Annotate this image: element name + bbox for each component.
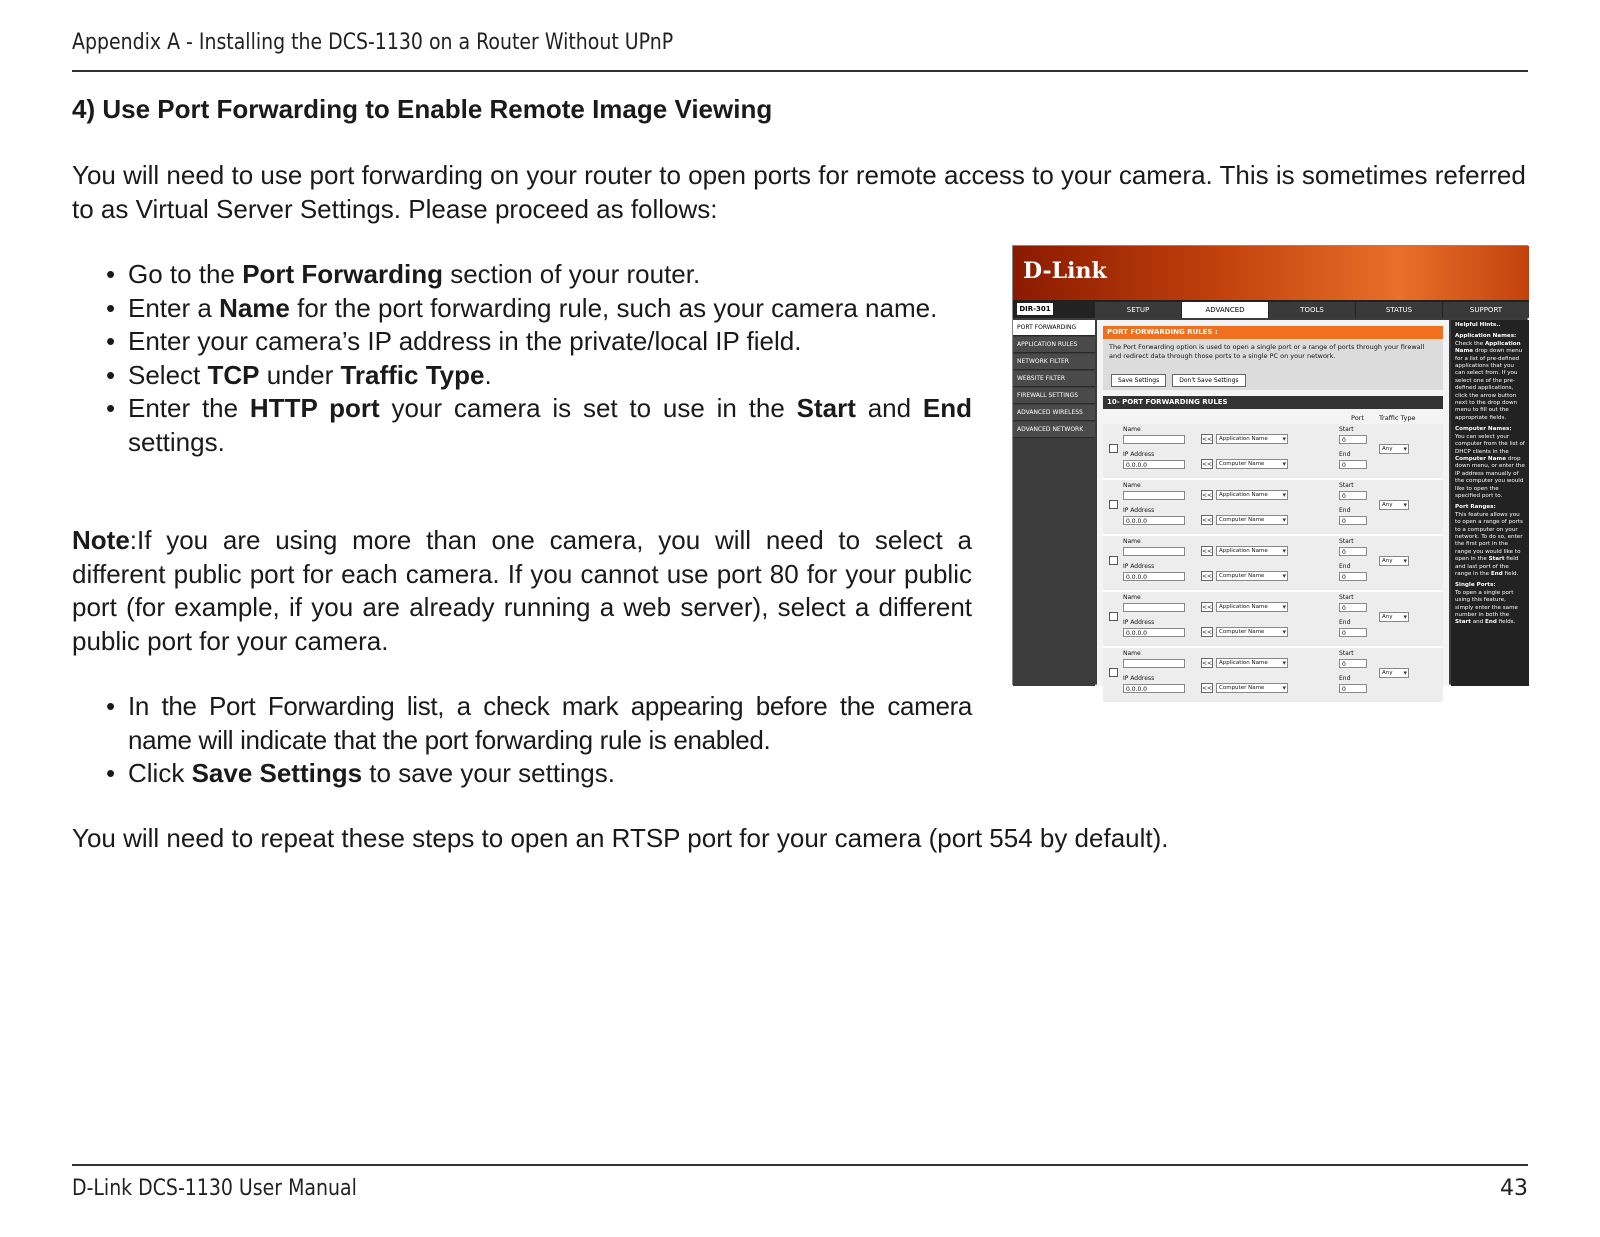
start-label: Start	[1339, 426, 1354, 433]
start-label: Start	[1339, 482, 1354, 489]
start-label: Start	[1339, 538, 1354, 545]
port-forwarding-rules-panel	[1103, 326, 1443, 390]
end-port-input[interactable]: 0	[1339, 460, 1367, 469]
name-label: Name	[1123, 482, 1141, 489]
computer-name-select[interactable]: Computer Name ▾	[1216, 571, 1288, 581]
fill-computer-button[interactable]: <<	[1202, 461, 1213, 468]
application-name-select[interactable]: Application Name ▾	[1216, 658, 1288, 668]
name-label: Name	[1123, 426, 1141, 433]
sidebar-item-firewall-settings[interactable]: FIREWALL SETTINGS	[1013, 388, 1095, 404]
hint-port-ranges: Port Ranges: This feature allows you to open a range of ports to a computer on your network. To do so, enter the first port in the range you would like to open in the Start field and last port of the range in the End field.	[1455, 504, 1523, 577]
hint-application-names: Application Names: Check the Application Name drop down menu for a list of pre-defined applications that you can select from. If you select one of the pre-defined applications, click the arrow button next to the drop down menu to fill out the appropriate fields.	[1455, 333, 1523, 421]
table-row	[1103, 424, 1443, 480]
tab-advanced[interactable]: ADVANCED	[1182, 302, 1268, 318]
fill-application-button[interactable]: <<	[1202, 660, 1213, 667]
end-port-input[interactable]: 0	[1339, 628, 1367, 637]
hints-title: Helpful Hints..	[1455, 322, 1501, 328]
sidebar-item-application-rules[interactable]: APPLICATION RULES	[1013, 337, 1095, 353]
ip-address-input[interactable]: 0.0.0.0	[1123, 628, 1185, 637]
router-tabs	[1095, 302, 1530, 318]
page-number: 43	[1500, 1176, 1528, 1201]
application-name-select[interactable]: Application Name ▾	[1216, 490, 1288, 500]
end-label: End	[1339, 451, 1351, 458]
start-port-input[interactable]: 0	[1339, 435, 1367, 444]
ip-label: IP Address	[1123, 563, 1155, 570]
fill-application-button[interactable]: <<	[1202, 604, 1213, 611]
fill-computer-button[interactable]: <<	[1202, 573, 1213, 580]
table-row	[1103, 592, 1443, 648]
ip-address-input[interactable]: 0.0.0.0	[1123, 516, 1185, 525]
footer-rule	[72, 1164, 1528, 1166]
intro-paragraph: You will need to use port forwarding on your router to open ports for remote access to your camera. This is sometimes referred to as Virtual Server Settings. Please proceed as follows:	[72, 160, 1526, 224]
computer-name-select[interactable]: Computer Name ▾	[1216, 515, 1288, 525]
note-text: :If you are using more than one camera, you will need to select a different public port for each camera. If you cannot use port 80 for your public port (for example, if you are already running a web server), select a different public port for your camera.	[72, 525, 972, 656]
sidebar-item-network-filter[interactable]: NETWORK FILTER	[1013, 354, 1095, 370]
rule-enable-checkbox[interactable]	[1109, 612, 1118, 621]
ip-address-input[interactable]: 0.0.0.0	[1123, 460, 1185, 469]
end-port-input[interactable]: 0	[1339, 572, 1367, 581]
fill-application-button[interactable]: <<	[1202, 492, 1213, 499]
table-row	[1103, 480, 1443, 536]
page-header: Appendix A - Installing the DCS-1130 on a Router Without UPnP	[72, 30, 674, 55]
traffic-type-select[interactable]: Any ▾	[1379, 444, 1409, 454]
sidebar-item-advanced-network[interactable]: ADVANCED NETWORK	[1013, 422, 1095, 438]
rule-enable-checkbox[interactable]	[1109, 444, 1118, 453]
steps-list-2	[72, 690, 972, 791]
list-item: • Enter the HTTP port your camera is set to use in the Start and End settings.	[72, 392, 972, 459]
rule-name-input[interactable]	[1123, 491, 1185, 500]
router-banner	[1013, 246, 1529, 300]
end-label: End	[1339, 675, 1351, 682]
list-item: • Enter your camera’s IP address in the private/local IP field.	[72, 325, 972, 359]
router-sidebar	[1013, 320, 1095, 686]
rule-enable-checkbox[interactable]	[1109, 556, 1118, 565]
note-label: Note	[72, 525, 130, 555]
hint-single-ports: Single Ports: To open a single port using this feature, simply enter the same number in both the Start and End fields.	[1455, 582, 1519, 626]
list-item: • Select TCP under Traffic Type.	[72, 359, 972, 393]
end-port-input[interactable]: 0	[1339, 684, 1367, 693]
start-port-input[interactable]: 0	[1339, 547, 1367, 556]
steps-list-1	[72, 258, 972, 459]
rule-name-input[interactable]	[1123, 547, 1185, 556]
rule-enable-checkbox[interactable]	[1109, 500, 1118, 509]
application-name-select[interactable]: Application Name ▾	[1216, 546, 1288, 556]
section-title: 4) Use Port Forwarding to Enable Remote Image Viewing	[72, 94, 773, 124]
rules-heading: 10- PORT FORWARDING RULES	[1103, 396, 1443, 409]
panel-heading: PORT FORWARDING RULES :	[1103, 326, 1443, 339]
fill-computer-button[interactable]: <<	[1202, 685, 1213, 692]
sidebar-item-port-forwarding[interactable]: PORT FORWARDING	[1013, 320, 1095, 336]
dlink-logo: D-Link	[1023, 258, 1107, 284]
application-name-select[interactable]: Application Name ▾	[1216, 602, 1288, 612]
computer-name-select[interactable]: Computer Name ▾	[1216, 459, 1288, 469]
table-row	[1103, 536, 1443, 592]
computer-name-select[interactable]: Computer Name ▾	[1216, 627, 1288, 637]
list-item: • Enter a Name for the port forwarding rule, such as your camera name.	[72, 292, 972, 326]
rule-enable-checkbox[interactable]	[1109, 668, 1118, 677]
rules-table	[1103, 424, 1443, 704]
ip-address-input[interactable]: 0.0.0.0	[1123, 684, 1185, 693]
sidebar-item-advanced-wireless[interactable]: ADVANCED WIRELESS	[1013, 405, 1095, 421]
traffic-type-select[interactable]: Any ▾	[1379, 668, 1409, 678]
traffic-type-select[interactable]: Any ▾	[1379, 612, 1409, 622]
start-port-input[interactable]: 0	[1339, 659, 1367, 668]
router-content	[1097, 320, 1449, 693]
router-screenshot	[1012, 245, 1528, 693]
rule-name-input[interactable]	[1123, 435, 1185, 444]
start-port-input[interactable]: 0	[1339, 491, 1367, 500]
sidebar-item-website-filter[interactable]: WEBSITE FILTER	[1013, 371, 1095, 387]
list-item: • In the Port Forwarding list, a check mark appearing before the camera name will indicate that the port forwarding rule is enabled.	[72, 690, 972, 757]
end-label: End	[1339, 507, 1351, 514]
header-rule	[72, 70, 1528, 72]
traffic-type-select[interactable]: Any ▾	[1379, 500, 1409, 510]
panel-description: The Port Forwarding option is used to open a single port or a range of ports through your firewall and redirect data through those ports to a single PC on your network.	[1109, 343, 1425, 360]
computer-name-select[interactable]: Computer Name ▾	[1216, 683, 1288, 693]
col-traffic-type: Traffic Type	[1379, 414, 1416, 422]
dont-save-settings-button[interactable]: Don't Save Settings	[1172, 374, 1245, 387]
hint-computer-names: Computer Names: You can select your computer from the list of DHCP clients in the Computer Name drop down menu, or enter the IP address manually of the computer you would like to open the specified port to.	[1455, 426, 1525, 499]
col-port: Port	[1351, 414, 1364, 422]
helpful-hints-panel	[1451, 320, 1529, 686]
note-paragraph	[72, 524, 972, 658]
fill-application-button[interactable]: <<	[1202, 436, 1213, 443]
fill-computer-button[interactable]: <<	[1202, 517, 1213, 524]
ip-label: IP Address	[1123, 507, 1155, 514]
ip-label: IP Address	[1123, 675, 1155, 682]
fill-application-button[interactable]: <<	[1202, 548, 1213, 555]
application-name-select[interactable]: Application Name ▾	[1216, 434, 1288, 444]
tab-tools[interactable]: TOOLS	[1269, 302, 1355, 318]
end-port-input[interactable]: 0	[1339, 516, 1367, 525]
router-model-badge: DIR-301	[1017, 303, 1053, 315]
traffic-type-select[interactable]: Any ▾	[1379, 556, 1409, 566]
name-label: Name	[1123, 538, 1141, 545]
start-port-input[interactable]: 0	[1339, 603, 1367, 612]
name-label: Name	[1123, 594, 1141, 601]
end-label: End	[1339, 563, 1351, 570]
footer-manual-title: D-Link DCS-1130 User Manual	[72, 1176, 357, 1201]
closing-paragraph: You will need to repeat these steps to open an RTSP port for your camera (port 554 by default).	[72, 823, 1169, 853]
list-item: • Click Save Settings to save your settings.	[72, 757, 972, 791]
name-label: Name	[1123, 650, 1141, 657]
rule-name-input[interactable]	[1123, 659, 1185, 668]
table-row	[1103, 648, 1443, 704]
tab-setup[interactable]: SETUP	[1095, 302, 1181, 318]
list-item: • Go to the Port Forwarding section of your router.	[72, 258, 972, 292]
fill-computer-button[interactable]: <<	[1202, 629, 1213, 636]
start-label: Start	[1339, 594, 1354, 601]
start-label: Start	[1339, 650, 1354, 657]
save-settings-button[interactable]: Save Settings	[1111, 374, 1166, 387]
rule-name-input[interactable]	[1123, 603, 1185, 612]
ip-address-input[interactable]: 0.0.0.0	[1123, 572, 1185, 581]
end-label: End	[1339, 619, 1351, 626]
tab-status[interactable]: STATUS	[1356, 302, 1442, 318]
tab-support[interactable]: SUPPORT	[1443, 302, 1529, 318]
ip-label: IP Address	[1123, 451, 1155, 458]
ip-label: IP Address	[1123, 619, 1155, 626]
